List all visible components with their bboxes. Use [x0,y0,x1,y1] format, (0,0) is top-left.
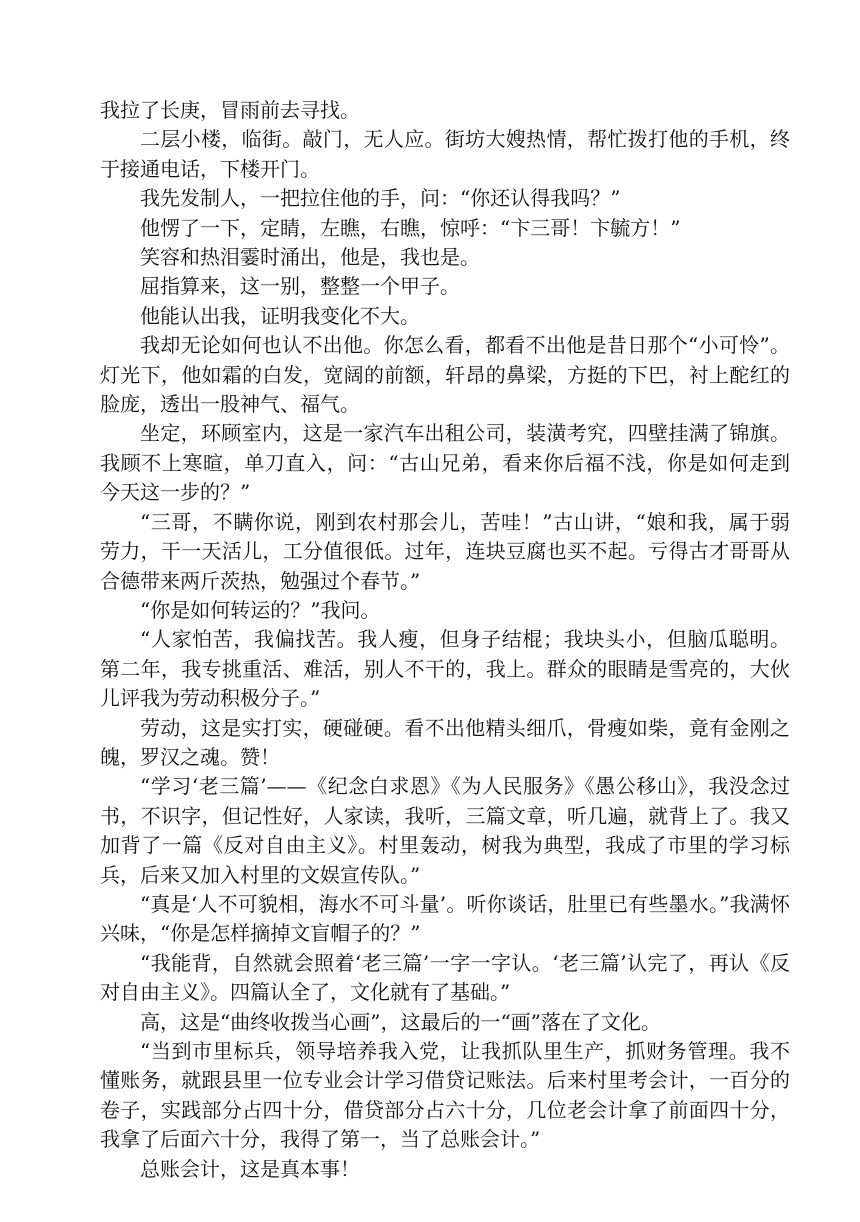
paragraph-7: 他能认出我，证明我变化不大。 [140,303,420,328]
paragraph-1: 我拉了长庚，冒雨前去寻找。 [100,98,360,122]
paragraph-14: “学习‘老三篇’——《纪念白求恩》《为人民服务》《愚公移山》，我没念过书，不识字，但记性好，人家读，我听，三篇文章，听几遍，就背上了。我又加背了一篇《反对自由主义》。村里轰动，树我为典型，我成了市里的学习标兵，后来又加入村里的文娱宣传队。” [100,774,790,887]
paragraph-17: 高，这是“曲终收拨当心画”，这最后的一“画”落在了文化。 [140,1009,661,1034]
paragraph-5: 笑容和热泪霎时涌出，他是，我也是。 [140,245,480,270]
paragraph-19: 总账会计，这是真本事！ [140,1156,360,1181]
paragraph-6: 屈指算来，这一别，整整一个甲子。 [140,274,460,299]
paragraph-13: 劳动，这是实打实，硬碰硬。看不出他精头细爪，骨瘦如柴，竟有金刚之魄，罗汉之魂。赞！ [100,715,790,769]
article-body [100,96,790,1184]
paragraph-8: 我却无论如何也认不出他。你怎么看，都看不出他是昔日那个“小可怜”。灯光下，他如霜的白发，宽阔的前额，轩昂的鼻梁，方挺的下巴，衬上酡红的脸庞，透出一股神气、福气。 [100,333,790,417]
paragraph-2: 二层小楼，临街。敲门，无人应。街坊大嫂热情，帮忙拨打他的手机，终于接通电话，下楼开门。 [100,127,790,181]
paragraph-4: 他愣了一下，定睛，左瞧，右瞧，惊呼：“卞三哥！卞毓方！” [140,215,681,240]
paragraph-12: “人家怕苦，我偏找苦。我人瘦，但身子结棍；我块头小，但脑瓜聪明。第二年，我专挑重活、难活，别人不干的，我上。群众的眼睛是雪亮的，大伙儿评我为劳动积极分子。” [100,627,790,711]
paragraph-10: “三哥，不瞒你说，刚到农村那会儿，苦哇！”古山讲，“娘和我，属于弱劳力，干一天活儿，工分值很低。过年，连块豆腐也买不起。亏得古才哥哥从合德带来两斤茨热，勉强过个春节。” [100,509,790,593]
paragraph-16: “我能背，自然就会照着‘老三篇’一字一字认。‘老三篇’认完了，再认《反对自由主义》。四篇认全了，文化就有了基础。” [100,950,790,1005]
paragraph-9: 坐定，环顾室内，这是一家汽车出租公司，装潢考究，四壁挂满了锦旗。我顾不上寒暄，单刀直入，问：“古山兄弟，看来你后福不浅，你是如何走到今天这一步的？” [100,421,790,505]
paragraph-3: 我先发制人，一把拉住他的手，问：“你还认得我吗？” [140,186,621,211]
paragraph-11: “你是如何转运的？”我问。 [140,597,381,622]
paragraph-15: “真是‘人不可貌相，海水不可斗量’。听你谈话，肚里已有些墨水。”我满怀兴味，“你是怎样摘掉文盲帽子的？” [100,891,790,946]
paragraph-18: “当到市里标兵，领导培养我入党，让我抓队里生产，抓财务管理。我不懂账务，就跟县里一位专业会计学习借贷记账法。后来村里考会计，一百分的卷子，实践部分占四十分，借贷部分占六十分，几位老会计拿了前面四十分，我拿了后面六十分，我得了第一，当了总账会计。” [100,1039,790,1152]
